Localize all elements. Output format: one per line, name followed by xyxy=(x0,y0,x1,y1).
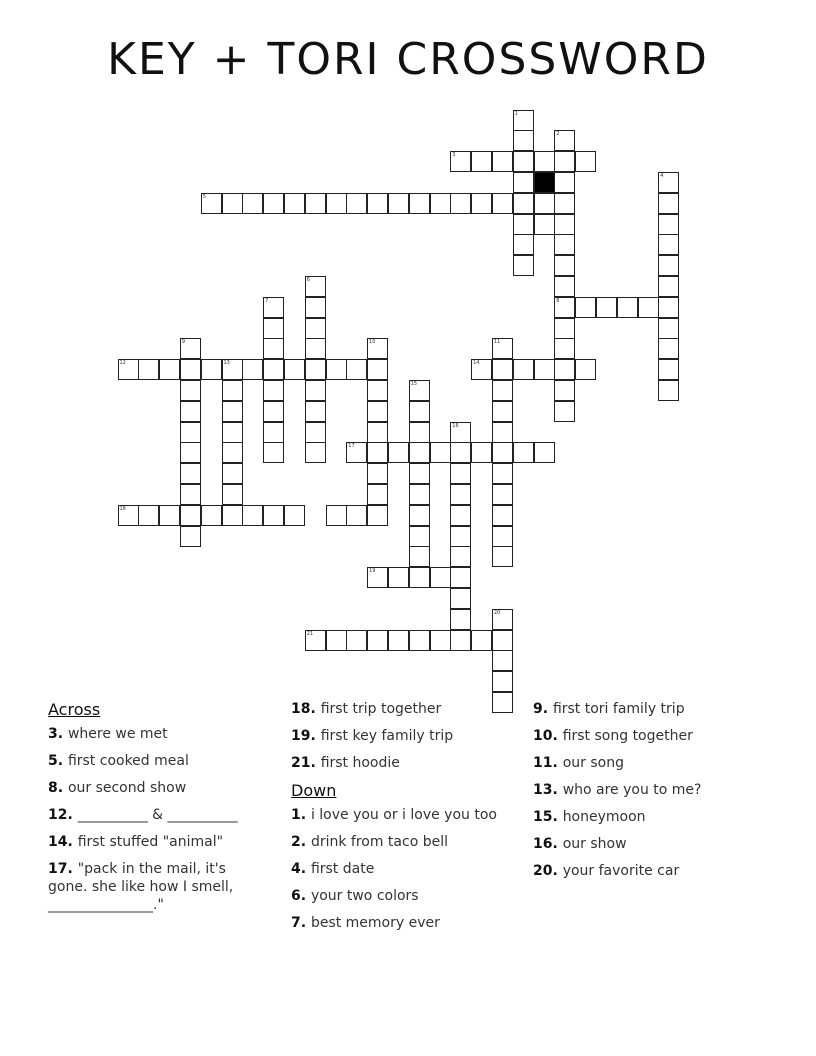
grid-cell[interactable] xyxy=(367,193,388,214)
clue-item xyxy=(291,860,501,878)
grid-cell[interactable] xyxy=(222,193,243,214)
grid-cell[interactable] xyxy=(180,359,201,380)
grid-cell[interactable] xyxy=(513,193,534,214)
grid-cell[interactable] xyxy=(638,297,659,318)
grid-cell[interactable] xyxy=(492,193,513,214)
grid-cell[interactable] xyxy=(138,505,159,526)
grid-cell[interactable] xyxy=(367,359,388,380)
grid-cell[interactable] xyxy=(367,401,388,422)
grid-cell[interactable] xyxy=(284,359,305,380)
grid-cell[interactable] xyxy=(658,255,679,276)
grid-cell[interactable] xyxy=(222,463,243,484)
across-clue-list-continued xyxy=(291,700,501,772)
grid-cell[interactable] xyxy=(513,359,534,380)
grid-cell[interactable] xyxy=(513,214,534,235)
grid-cell[interactable] xyxy=(284,193,305,214)
grid-cell[interactable] xyxy=(575,359,596,380)
grid-cell[interactable] xyxy=(367,463,388,484)
grid-cell[interactable] xyxy=(367,505,388,526)
across-column xyxy=(48,700,248,923)
grid-cell[interactable] xyxy=(513,442,534,463)
grid-cell[interactable] xyxy=(492,484,513,505)
clue-number: 14 xyxy=(473,360,480,367)
grid-cell[interactable] xyxy=(554,276,575,297)
grid-cell[interactable] xyxy=(305,338,326,359)
grid-cell[interactable] xyxy=(409,526,430,547)
grid-cell[interactable] xyxy=(367,380,388,401)
grid-cell[interactable] xyxy=(263,338,284,359)
clue-item xyxy=(533,700,773,718)
clue-number-label: 20. xyxy=(533,863,563,879)
grid-cell[interactable] xyxy=(554,255,575,276)
down-heading: Down xyxy=(291,781,337,800)
grid-cell[interactable] xyxy=(450,609,471,630)
clue-number: 13 xyxy=(223,360,230,367)
grid-cell[interactable] xyxy=(471,151,492,172)
clue-item xyxy=(48,779,248,797)
clue-text: first trip together xyxy=(320,701,442,717)
clue-number-label: 3. xyxy=(48,726,68,742)
grid-cell[interactable] xyxy=(471,359,492,380)
clue-number-label: 14. xyxy=(48,834,78,850)
clue-text: first hoodie xyxy=(320,755,400,771)
grid-cell[interactable] xyxy=(180,505,201,526)
grid-cell[interactable] xyxy=(534,151,555,172)
clue-number: 20 xyxy=(493,609,501,616)
grid-cell[interactable] xyxy=(138,359,159,380)
clue-text: who are you to me? xyxy=(562,782,702,798)
grid-cell[interactable] xyxy=(658,380,679,401)
grid-cell[interactable] xyxy=(492,671,513,692)
grid-cell[interactable] xyxy=(554,193,575,214)
clue-number-label: 12. xyxy=(48,807,78,823)
clue-number: 16 xyxy=(452,422,459,429)
grid-cell[interactable] xyxy=(409,193,430,214)
grid-cell[interactable] xyxy=(492,505,513,526)
grid-cell[interactable] xyxy=(367,567,388,588)
grid-cell[interactable] xyxy=(409,442,430,463)
clue-item xyxy=(533,808,773,826)
clue-number-label: 13. xyxy=(533,782,563,798)
grid-cell[interactable] xyxy=(367,484,388,505)
grid-cell[interactable] xyxy=(450,526,471,547)
page-title: KEY + TORI CROSSWORD xyxy=(107,34,709,85)
clue-number-label: 7. xyxy=(291,915,311,931)
grid-cell[interactable] xyxy=(242,505,263,526)
clue-text: your two colors xyxy=(310,888,419,904)
clue-number: 21 xyxy=(306,630,314,637)
grid-cell[interactable] xyxy=(201,193,222,214)
clue-text: first song together xyxy=(562,728,693,744)
grid-cell[interactable] xyxy=(554,130,575,151)
grid-cell[interactable] xyxy=(409,484,430,505)
grid-cell[interactable] xyxy=(388,193,409,214)
grid-cell[interactable] xyxy=(409,567,430,588)
grid-cell[interactable] xyxy=(180,338,201,359)
grid-cell[interactable] xyxy=(263,193,284,214)
grid-cell[interactable] xyxy=(326,193,347,214)
grid-cell[interactable] xyxy=(658,359,679,380)
grid-cell[interactable] xyxy=(159,359,180,380)
clue-item xyxy=(48,752,248,770)
grid-cell[interactable] xyxy=(554,214,575,235)
grid-cell[interactable] xyxy=(222,505,243,526)
grid-cell[interactable] xyxy=(222,359,243,380)
clue-text: first date xyxy=(310,861,375,877)
clue-text: drink from taco bell xyxy=(310,834,448,850)
grid-cell[interactable] xyxy=(658,276,679,297)
grid-cell[interactable] xyxy=(534,193,555,214)
clue-item xyxy=(291,700,501,718)
grid-cell[interactable] xyxy=(201,359,222,380)
grid-cell[interactable] xyxy=(409,380,430,401)
grid-cell[interactable] xyxy=(450,463,471,484)
grid-cell[interactable] xyxy=(596,297,617,318)
grid-cell[interactable] xyxy=(450,546,471,567)
grid-cell[interactable] xyxy=(409,505,430,526)
right-column xyxy=(533,700,773,889)
clue-number: 19 xyxy=(369,568,376,575)
clue-item xyxy=(533,862,773,880)
grid-cell[interactable] xyxy=(222,401,243,422)
grid-cell[interactable] xyxy=(492,401,513,422)
grid-cell[interactable] xyxy=(305,193,326,214)
grid-cell[interactable] xyxy=(450,422,471,443)
grid-cell[interactable] xyxy=(305,276,326,297)
grid-cell[interactable] xyxy=(118,359,139,380)
grid-cell[interactable] xyxy=(263,318,284,339)
clue-text: your favorite car xyxy=(562,863,680,879)
grid-cell[interactable] xyxy=(617,297,638,318)
grid-cell[interactable] xyxy=(326,505,347,526)
grid-cell[interactable] xyxy=(180,422,201,443)
clue-number-label: 17. xyxy=(48,861,78,877)
clue-text: first tori family trip xyxy=(552,701,685,717)
grid-cell[interactable] xyxy=(180,484,201,505)
grid-cell[interactable] xyxy=(492,151,513,172)
clue-item xyxy=(48,860,248,914)
grid-cell[interactable] xyxy=(513,130,534,151)
clue-text: first stuffed "animal" xyxy=(77,834,224,850)
clue-text: our song xyxy=(562,755,624,771)
grid-cell[interactable] xyxy=(450,630,471,651)
grid-cell[interactable] xyxy=(534,442,555,463)
grid-cell[interactable] xyxy=(180,442,201,463)
down-clue-list xyxy=(291,806,501,932)
grid-cell[interactable] xyxy=(554,338,575,359)
grid-cell[interactable] xyxy=(658,234,679,255)
grid-cell[interactable] xyxy=(471,193,492,214)
grid-cell[interactable] xyxy=(492,609,513,630)
grid-cell[interactable] xyxy=(201,505,222,526)
clue-item xyxy=(291,833,501,851)
grid-cell[interactable] xyxy=(346,193,367,214)
grid-cell[interactable] xyxy=(346,442,367,463)
clue-item xyxy=(291,727,501,745)
grid-cell[interactable] xyxy=(658,193,679,214)
grid-cell[interactable] xyxy=(450,484,471,505)
grid-cell[interactable] xyxy=(658,214,679,235)
grid-cell[interactable] xyxy=(450,151,471,172)
grid-cell[interactable] xyxy=(305,380,326,401)
grid-cell[interactable] xyxy=(222,484,243,505)
grid-cell[interactable] xyxy=(367,422,388,443)
clue-number-label: 21. xyxy=(291,755,321,771)
grid-cell[interactable] xyxy=(409,463,430,484)
grid-cell[interactable] xyxy=(430,193,451,214)
across-heading: Across xyxy=(48,700,101,719)
clue-number-label: 2. xyxy=(291,834,311,850)
grid-cell[interactable] xyxy=(118,505,139,526)
grid-cell[interactable] xyxy=(492,463,513,484)
clue-item xyxy=(48,806,248,824)
grid-cell[interactable] xyxy=(222,422,243,443)
grid-cell[interactable] xyxy=(367,630,388,651)
grid-cell[interactable] xyxy=(554,359,575,380)
grid-cell[interactable] xyxy=(409,401,430,422)
clue-text: our second show xyxy=(67,780,187,796)
grid-cell[interactable] xyxy=(575,151,596,172)
grid-cell[interactable] xyxy=(305,359,326,380)
grid-cell[interactable] xyxy=(263,380,284,401)
clue-number-label: 11. xyxy=(533,755,563,771)
grid-cell[interactable] xyxy=(284,505,305,526)
grid-cell[interactable] xyxy=(367,338,388,359)
grid-cell[interactable] xyxy=(409,422,430,443)
grid-cell[interactable] xyxy=(263,422,284,443)
clue-number: 2 xyxy=(556,131,560,138)
grid-cell[interactable] xyxy=(554,234,575,255)
grid-cell[interactable] xyxy=(430,630,451,651)
clue-text: our show xyxy=(562,836,627,852)
clue-number-label: 4. xyxy=(291,861,311,877)
clue-text: best memory ever xyxy=(310,915,440,931)
grid-cell[interactable] xyxy=(450,567,471,588)
grid-cell[interactable] xyxy=(554,151,575,172)
black-cell xyxy=(534,172,555,193)
grid-cell[interactable] xyxy=(492,338,513,359)
clue-item xyxy=(533,835,773,853)
clue-item xyxy=(291,806,501,824)
grid-cell[interactable] xyxy=(305,630,326,651)
grid-cell[interactable] xyxy=(346,359,367,380)
grid-cell[interactable] xyxy=(409,630,430,651)
clue-number: 12 xyxy=(119,360,126,367)
grid-cell[interactable] xyxy=(492,422,513,443)
clue-text: where we met xyxy=(67,726,168,742)
clue-number: 9 xyxy=(181,339,186,346)
grid-cell[interactable] xyxy=(346,505,367,526)
grid-cell[interactable] xyxy=(554,172,575,193)
grid-cell[interactable] xyxy=(513,234,534,255)
grid-cell[interactable] xyxy=(305,401,326,422)
grid-cell[interactable] xyxy=(554,380,575,401)
grid-cell[interactable] xyxy=(263,359,284,380)
grid-cell[interactable] xyxy=(263,297,284,318)
grid-cell[interactable] xyxy=(305,297,326,318)
grid-cell[interactable] xyxy=(430,442,451,463)
grid-cell[interactable] xyxy=(367,442,388,463)
grid-cell[interactable] xyxy=(513,110,534,131)
grid-cell[interactable] xyxy=(513,151,534,172)
clue-number-label: 5. xyxy=(48,753,68,769)
clue-text: __________ & __________ xyxy=(77,807,238,823)
clue-number-label: 1. xyxy=(291,807,311,823)
clue-number: 15 xyxy=(410,380,418,387)
grid-cell[interactable] xyxy=(492,442,513,463)
clue-item xyxy=(48,833,248,851)
grid-cell[interactable] xyxy=(534,214,555,235)
clue-number: 18 xyxy=(119,505,126,512)
grid-cell[interactable] xyxy=(575,297,596,318)
grid-cell[interactable] xyxy=(471,442,492,463)
grid-cell[interactable] xyxy=(450,505,471,526)
clue-text: i love you or i love you too xyxy=(310,807,497,823)
clue-text: honeymoon xyxy=(562,809,646,825)
grid-cell[interactable] xyxy=(492,380,513,401)
clue-text: first cooked meal xyxy=(67,753,189,769)
clue-number: 11 xyxy=(493,339,501,346)
clue-item xyxy=(533,781,773,799)
grid-cell[interactable] xyxy=(658,172,679,193)
across-clue-list xyxy=(48,725,248,914)
clue-number: 3 xyxy=(452,152,456,159)
grid-cell[interactable] xyxy=(242,193,263,214)
grid-cell[interactable] xyxy=(658,318,679,339)
down-clue-list-continued xyxy=(533,700,773,880)
clue-number-label: 9. xyxy=(533,701,553,717)
clue-number: 7 xyxy=(265,297,269,304)
clue-number: 6 xyxy=(306,276,310,283)
grid-cell[interactable] xyxy=(180,526,201,547)
clue-number: 5 xyxy=(202,193,206,200)
clue-text: "pack in the mail, it's gone. she like how I smell, _______________." xyxy=(48,861,234,913)
clue-number-label: 10. xyxy=(533,728,563,744)
clue-text: first key family trip xyxy=(320,728,454,744)
clue-item xyxy=(291,887,501,905)
grid-cell[interactable] xyxy=(430,567,451,588)
grid-cell[interactable] xyxy=(554,318,575,339)
clue-item xyxy=(291,754,501,772)
grid-cell[interactable] xyxy=(305,422,326,443)
grid-cell[interactable] xyxy=(180,380,201,401)
grid-cell[interactable] xyxy=(492,546,513,567)
clue-item xyxy=(533,727,773,745)
clue-item xyxy=(48,725,248,743)
grid-cell[interactable] xyxy=(263,442,284,463)
grid-cell[interactable] xyxy=(180,463,201,484)
grid-cell[interactable] xyxy=(388,567,409,588)
grid-cell[interactable] xyxy=(305,318,326,339)
grid-cell[interactable] xyxy=(450,193,471,214)
clue-number: 17 xyxy=(348,443,355,450)
grid-cell[interactable] xyxy=(346,630,367,651)
grid-cell[interactable] xyxy=(388,442,409,463)
clue-number: 8 xyxy=(556,297,560,304)
grid-cell[interactable] xyxy=(305,442,326,463)
clue-number-label: 8. xyxy=(48,780,68,796)
grid-cell[interactable] xyxy=(242,359,263,380)
middle-column xyxy=(291,700,501,941)
grid-cell[interactable] xyxy=(450,588,471,609)
grid-cell[interactable] xyxy=(180,401,201,422)
grid-cell[interactable] xyxy=(326,359,347,380)
grid-cell[interactable] xyxy=(658,338,679,359)
clue-number: 4 xyxy=(660,172,664,179)
grid-cell[interactable] xyxy=(513,255,534,276)
grid-cell[interactable] xyxy=(326,630,347,651)
clue-number-label: 15. xyxy=(533,809,563,825)
grid-cell[interactable] xyxy=(263,505,284,526)
grid-cell[interactable] xyxy=(388,630,409,651)
grid-cell[interactable] xyxy=(263,401,284,422)
grid-cell[interactable] xyxy=(513,172,534,193)
clue-number: 10 xyxy=(369,339,376,346)
grid-cell[interactable] xyxy=(159,505,180,526)
clue-item xyxy=(291,914,501,932)
clue-number: 1 xyxy=(514,110,518,117)
grid-cell[interactable] xyxy=(222,442,243,463)
clue-number-label: 16. xyxy=(533,836,563,852)
grid-cell[interactable] xyxy=(409,546,430,567)
grid-cell[interactable] xyxy=(534,359,555,380)
grid-cell[interactable] xyxy=(471,630,492,651)
grid-cell[interactable] xyxy=(450,442,471,463)
grid-cell[interactable] xyxy=(222,380,243,401)
grid-cell[interactable] xyxy=(492,650,513,671)
grid-cell[interactable] xyxy=(492,359,513,380)
grid-cell[interactable] xyxy=(492,526,513,547)
grid-cell[interactable] xyxy=(658,297,679,318)
grid-cell[interactable] xyxy=(554,297,575,318)
grid-cell[interactable] xyxy=(554,401,575,422)
clue-number-label: 6. xyxy=(291,888,311,904)
clue-number-label: 18. xyxy=(291,701,321,717)
clue-item xyxy=(533,754,773,772)
clue-number-label: 19. xyxy=(291,728,321,744)
grid-cell[interactable] xyxy=(492,630,513,651)
